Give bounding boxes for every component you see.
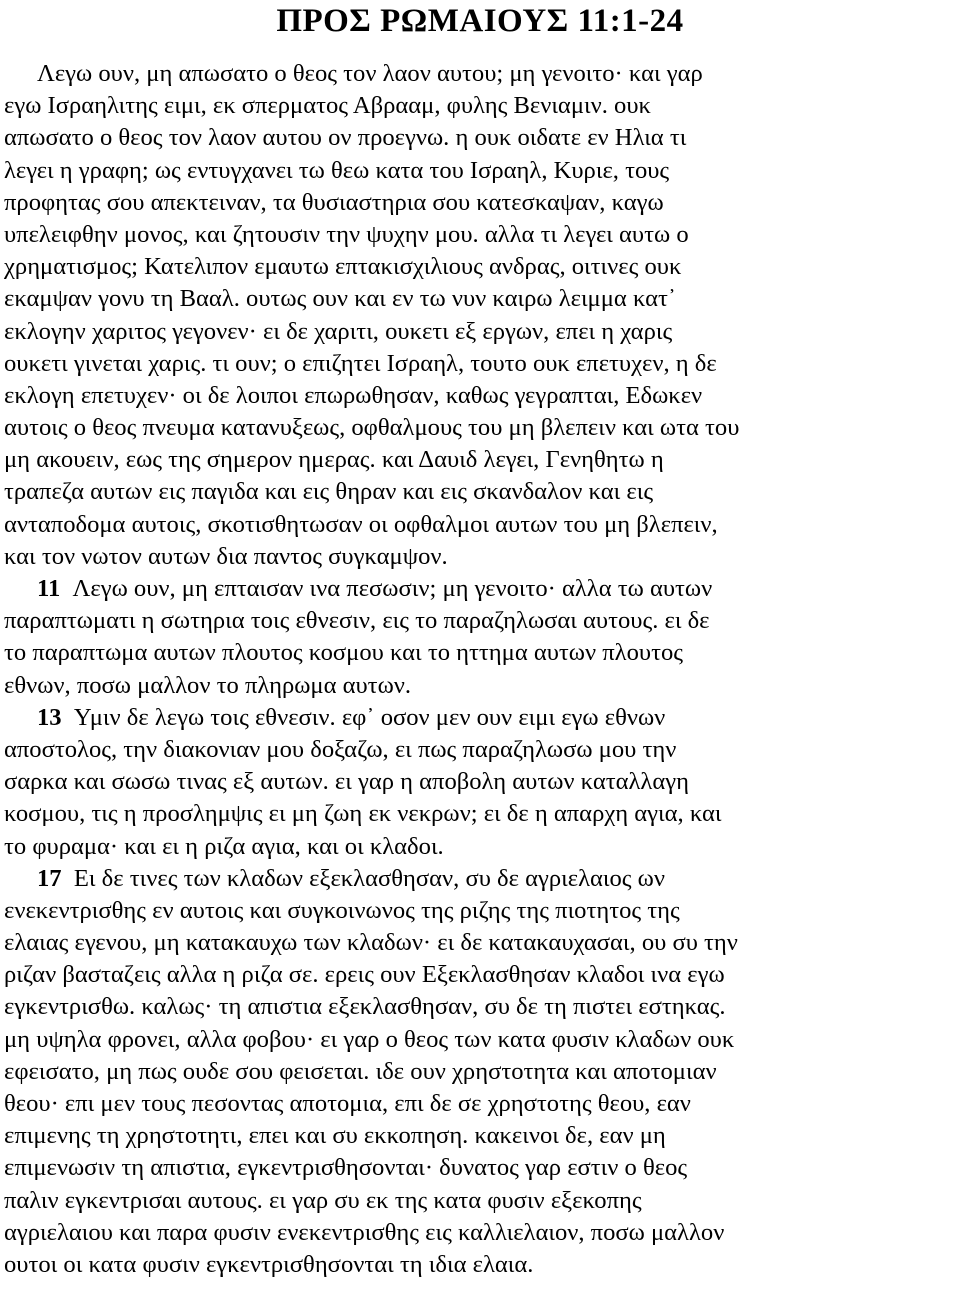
text-line: [4, 283, 956, 315]
text-line: [4, 316, 956, 348]
text-line: [4, 90, 956, 122]
line-text: θεου· επι μεν τους πεσοντας αποτομια, επι δε σε χρηστοτης θεου, εαν: [4, 1090, 691, 1117]
line-text: μη υψηλα φρονει, αλλα φοβου· ει γαρ ο θεος των κατα φυσιν κλαδων ουκ: [4, 1025, 735, 1053]
line-text: κοσμου, τις η προσλημψις ει μη ζωη εκ νεκρων; ει δε η απαρχη αγια, και: [4, 800, 722, 828]
text-line: [4, 573, 956, 605]
line-text: εκαμψαν γονυ τη Βααλ. ουτως ουν και εν τω νυν καιρω λειμμα κατ᾽: [4, 285, 677, 313]
text-line: [4, 831, 956, 863]
line-text: ενεκεντρισθης εν αυτοις και συγκοινωνος της ριζης της πιοτητος της: [4, 896, 680, 924]
text-line: [4, 991, 956, 1023]
text-line: [4, 927, 956, 959]
line-text: απωσατο ο θεος τον λαον αυτου ον προεγνω. η ουκ οιδατε εν Ηλια τι: [4, 124, 687, 152]
line-text: σαρκα και σωσω τινας εξ αυτων. ει γαρ η αποβολη αυτων καταλλαγη: [4, 768, 689, 796]
line-text: Λεγω ουν, μη επταισαν ινα πεσωσιν; μη γενοιτο· αλλα τω αυτων: [72, 575, 713, 602]
line-text: εκλογην χαριτος γεγονεν· ει δε χαριτι, ουκετι εξ εργων, επει η χαρις: [4, 317, 673, 345]
text-line: [4, 348, 956, 380]
text-line: [4, 637, 956, 669]
line-text: αγριελαιου και παρα φυσιν ενεκεντρισθης εις καλλιελαιον, ποσω μαλλον: [4, 1218, 725, 1246]
line-text: Λεγω ουν, μη απωσατο ο θεος τον λαον αυτου; μη γενοιτο· και γαρ: [37, 60, 703, 87]
line-text: χρηματισμος; Κατελιπον εμαυτω επτακισχιλιους ανδρας, οιτινες ουκ: [4, 253, 682, 281]
text-line: [4, 1056, 956, 1088]
text-line: [4, 1024, 956, 1056]
line-text: λεγει η γραφη; ως εντυγχανει τω θεω κατα του Ισραηλ, Κυριε, τους: [4, 156, 670, 184]
line-text: αυτοις ο θεος πνευμα κατανυξεως, οφθαλμους του μη βλεπειν και ωτα του: [4, 414, 740, 442]
text-line: [4, 251, 956, 283]
line-text: Υμιν δε λεγω τοις εθνεσιν. εφ᾽ οσον μεν ουν ειμι εγω εθνων: [73, 703, 666, 731]
text-line: [4, 509, 956, 541]
text-line: [4, 895, 956, 927]
text-line: [4, 863, 956, 895]
line-text: και τον νωτον αυτων δια παντος συγκαμψον.: [4, 542, 448, 570]
text-line: [4, 1249, 956, 1281]
verse-number: 13: [37, 703, 62, 731]
line-text: επιμενωσιν τη απιστια, εγκεντρισθησονται· δυνατος γαρ εστιν ο θεος: [4, 1154, 688, 1182]
text-line: [4, 476, 956, 508]
text-line: [4, 187, 956, 219]
text-line: [4, 219, 956, 251]
text-line: [4, 670, 956, 702]
line-text: επιμενης τη χρηστοτητι, επει και συ εκκοπηση. κακεινοι δε, εαν μη: [4, 1122, 666, 1150]
line-text: εγκεντρισθω. καλως· τη απιστια εξεκλασθησαν, συ δε τη πιστει εστηκας.: [4, 993, 726, 1021]
line-text: ουτοι οι κατα φυσιν εγκεντρισθησονται τη ιδια ελαια.: [4, 1250, 534, 1278]
text-line: [4, 605, 956, 637]
text-line: [4, 1088, 956, 1120]
scripture-text: [0, 58, 960, 1281]
line-text: μη ακουειν, εως της σημερον ημερας. και Δαυιδ λεγει, Γενηθητω η: [4, 446, 664, 474]
line-text: εκλογη επετυχεν· οι δε λοιποι επωρωθησαν, καθως γεγραπται, Εδωκεν: [4, 381, 703, 409]
line-text: υπελειφθην μονος, και ζητουσιν την ψυχην μου. αλλα τι λεγει αυτω ο: [4, 220, 689, 248]
line-text: ανταποδομα αυτοις, σκοτισθητωσαν οι οφθαλμοι αυτων του μη βλεπειν,: [4, 510, 718, 538]
text-line: [4, 1120, 956, 1152]
line-text: εγω Ισραηλιτης ειμι, εκ σπερματος Αβρααμ, φυλης Βενιαμιν. ουκ: [4, 92, 651, 120]
text-line: [4, 412, 956, 444]
line-text: ουκετι γινεται χαρις. τι ουν; ο επιζητει Ισραηλ, τουτο ουκ επετυχεν, η δε: [4, 349, 717, 377]
text-line: [4, 122, 956, 154]
line-text: ριζαν βασταζεις αλλα η ριζα σε. ερεις ουν Εξεκλασθησαν κλαδοι ινα εγω: [4, 961, 725, 989]
text-line: [4, 702, 956, 734]
line-text: Ει δε τινες των κλαδων εξεκλασθησαν, συ δε αγριελαιος ων: [73, 864, 665, 892]
line-text: αποστολος, την διακονιαν μου δοξαζω, ει πως παραζηλωσω μου την: [4, 735, 677, 763]
line-text: παραπτωματι η σωτηρια τοις εθνεσιν, εις το παραζηλωσαι αυτους. ει δε: [4, 607, 710, 635]
line-text: το φυραμα· και ει η ριζα αγια, και οι κλαδοι.: [4, 832, 444, 860]
verse-number: 11: [37, 575, 61, 602]
line-text: παλιν εγκεντρισαι αυτους. ει γαρ συ εκ της κατα φυσιν εξεκοπης: [4, 1186, 642, 1214]
text-line: [4, 734, 956, 766]
text-line: [4, 1185, 956, 1217]
line-text: ελαιας εγενου, μη κατακαυχω των κλαδων· ει δε κατακαυχασαι, ου συ την: [4, 929, 738, 957]
text-line: [4, 959, 956, 991]
line-text: προφητας σου απεκτειναν, τα θυσιαστηρια σου κατεσκαψαν, καγω: [4, 188, 664, 216]
text-line: [4, 798, 956, 830]
text-line: [4, 444, 956, 476]
line-text: το παραπτωμα αυτων πλουτος κοσμου και το ηττημα αυτων πλουτος: [4, 639, 683, 667]
text-line: [4, 380, 956, 412]
line-text: εθνων, ποσω μαλλον το πληρωμα αυτων.: [4, 671, 412, 699]
text-line: [4, 58, 956, 90]
text-line: [4, 1152, 956, 1184]
page-title: ΠΡΟΣ ΡΩΜΑΙΟΥΣ 11:1-24: [276, 3, 684, 39]
text-line: [4, 541, 956, 573]
text-line: [4, 155, 956, 187]
line-text: τραπεζα αυτων εις παγιδα και εις θηραν και εις σκανδαλον και εις: [4, 478, 654, 506]
line-text: εφεισατο, μη πως ουδε σου φεισεται. ιδε ουν χρηστοτητα και αποτομιαν: [4, 1057, 717, 1085]
text-line: [4, 1217, 956, 1249]
text-line: [4, 766, 956, 798]
verse-number: 17: [37, 864, 62, 892]
